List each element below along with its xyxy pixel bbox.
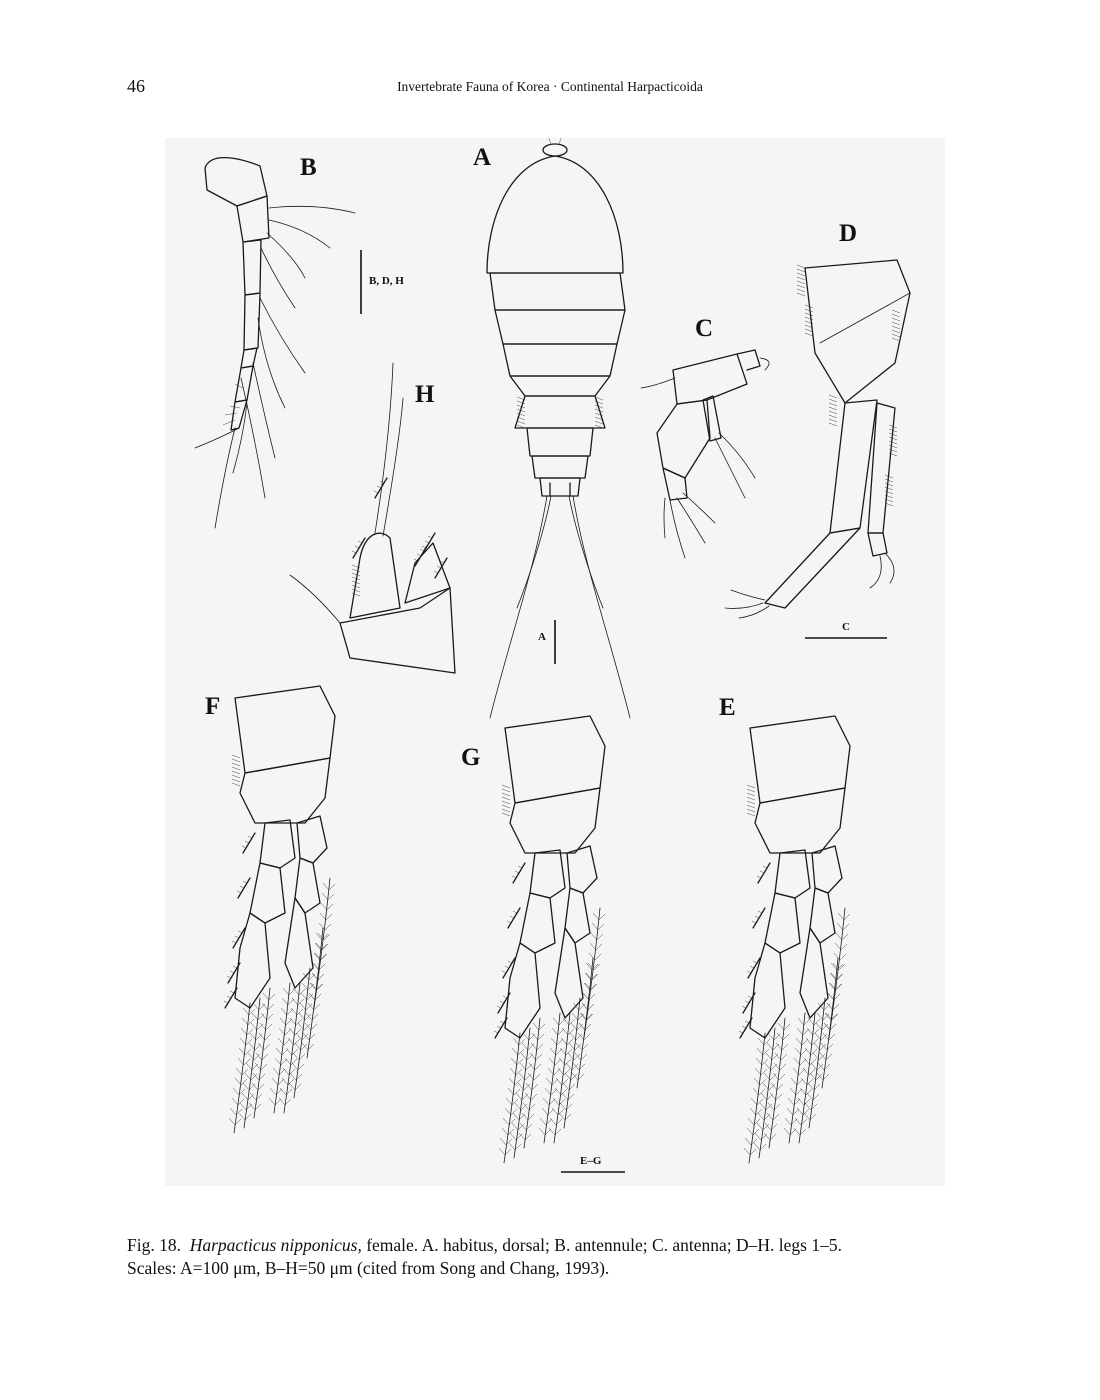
panel-label-f: F: [205, 693, 221, 720]
panel-label-a: A: [473, 144, 492, 171]
page-number: 46: [127, 76, 145, 96]
panel-label-g: G: [461, 744, 481, 771]
panel-b-antennule-drawing: [195, 158, 355, 528]
figure-plate: [165, 138, 945, 1186]
panel-c-antenna-drawing: [641, 350, 769, 558]
figure-caption: [127, 1234, 987, 1280]
panel-a-habitus-drawing: [487, 138, 630, 718]
panel-d-leg1-drawing: [725, 260, 910, 618]
panel-label-e: E: [719, 694, 736, 721]
scale-label-a: A: [538, 631, 546, 643]
caption-species: Harpacticus nipponicus: [189, 1235, 358, 1255]
caption-line-2: Scales: A=100 μm, B–H=50 μm (cited from Song and Chang, 1993).: [127, 1258, 610, 1278]
scale-label-c: C: [842, 621, 850, 633]
panel-g-leg-drawing: [494, 716, 605, 1163]
panel-label-c: C: [695, 315, 714, 342]
scale-label-eg: E–G: [580, 1155, 602, 1167]
panel-label-b: B: [300, 154, 317, 181]
panel-e-leg-drawing: [739, 716, 850, 1163]
caption-prefix: Fig. 18.: [127, 1235, 181, 1255]
scale-label-bdh: B, D, H: [369, 275, 404, 287]
running-header: Invertebrate Fauna of Korea · Continental Harpacticoida: [397, 79, 703, 94]
caption-line-1: [127, 1234, 987, 1257]
figure-drawing: [165, 138, 945, 1186]
panel-label-h: H: [415, 381, 435, 408]
caption-line-1-rest: , female. A. habitus, dorsal; B. antennule; C. antenna; D–H. legs 1–5.: [357, 1235, 842, 1255]
panel-f-leg-drawing: [224, 686, 335, 1133]
panel-h-leg5-drawing: [290, 363, 455, 673]
panel-label-d: D: [839, 220, 858, 247]
